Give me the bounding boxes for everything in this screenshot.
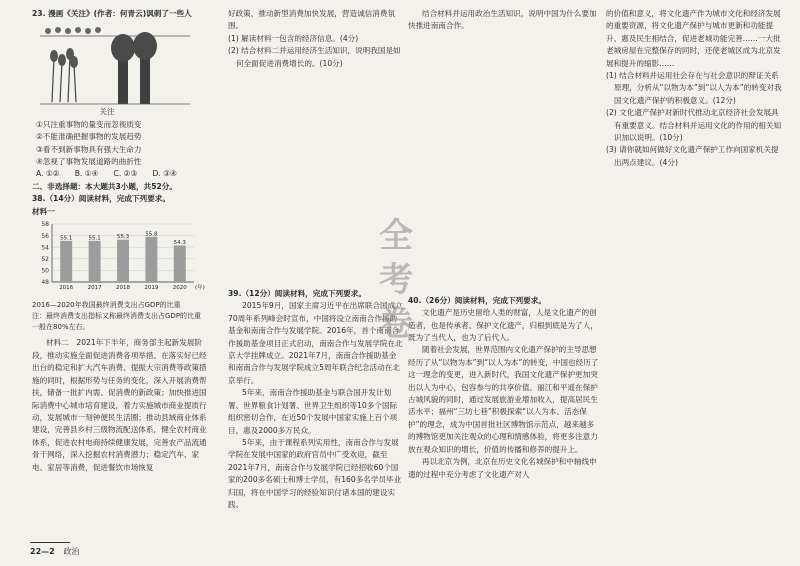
column-1 [32,8,208,474]
q40-sub-question: (1) 结合材料并运用社会存在与社会意识的辩证关系原理，分析从“以物为本”到“以人为本”的转变对我国文化遗产保护的积极意义。(12分) [606,71,782,105]
y-tick-label: 48 [41,279,49,287]
bar [174,246,186,283]
q40-paragraph: 文化遗产是历史留给人类的财富，人是文化遗产的创造者，也是传承者。保护文化遗产，归根到底是为了人，既为了当代人，也为了后代人。 [408,308,598,343]
q23-option: ②不能准确把握事物的发展趋势 [36,132,142,142]
page-footer [30,546,80,557]
watermark-stamp [376,214,416,364]
q40-paragraph: 再以北京为例，北京在历史文化名城保护和中轴线申遗的过程中充分考虑了文化遗产对人 [408,457,597,479]
column-3 [408,8,600,481]
chart-caption: 2016—2020年我国最终消费支出占GDP的比重 [32,301,181,310]
q40-paragraph: 随着社会发展，世界范围内文化遗产保护的主导思想经历了从“以物为本”到“以人为本”的转变，中国也经历了这一理念的变更，进入新时代，我国文化遗产保护更加突出以人为中心，包容参与的共享价值。丽江和平遥在保护古城风貌的同时，通过发展旅游业增加收入，提高居民生活水平；福州“三坊七巷”积极探索“以人为本、活态保护”的理念，成为中国首批社区博物馆示范点，越来越多的博物馆更加关注观众的心理和情感体验，将更多注意力放在观众知识的增长，价值的传播和修养的提升上。 [408,345,599,454]
q23-stem: 23. 漫画《关注》(作者：何青云)讽刺了一些人 [32,9,192,18]
q39-paragraph: 2015年9月，国家主席习近平在出席联合国成立70周年系列峰会时宣布，中国将设立南南合作援助基金和南南合作与发展学院。2016年，首个南南合作援助基金项目正式启动，南南合作与发展学院在北京大学挂牌成立。2021年7月，南南合作援助基金和南南合作与发展学院成立5周年联合纪念活动在北京举行。 [228,301,403,385]
text-line: 好政策，推动新型消费加快发展，营造诚信消费氛围。 [228,9,396,31]
x-tick-label: 2019 [144,285,159,292]
q23-option: ①只注重事物的量变而忽视质变 [36,119,142,129]
stamp-char: 全 [379,216,413,256]
data-label: 55.3 [116,234,130,241]
q23-choices: A. ①② B. ①④ C. ②③ D. ③④ [36,169,177,179]
x-tick-label: 2020 [172,285,187,292]
subject-label: 政治 [63,547,80,556]
bar [60,241,72,282]
chart-note: 注：最终消费支出指标又称最终消费支出占GDP的比重一般在80%左右。 [32,312,202,332]
q39-paragraph: 5年来，南南合作援助基金与联合国开发计划署、世界粮食计划署、世界卫生组织等10多个国际组织密切合作，在近50个发展中国家实施上百个项目，惠及2000多万民众。 [228,388,398,435]
data-label: 55.1 [88,235,101,242]
q38-stem: 38.（14分）阅读材料，完成下列要求。 [32,194,170,204]
text-line: 结合材料并运用政治生活知识，说明中国为什么要加快推进南南合作。 [408,9,597,31]
y-tick-label: 54 [41,244,49,252]
page-number: 22—2 [30,547,55,556]
x-tick-label: 2016 [59,285,74,292]
column-4 [606,8,786,169]
cartoon-caption: 关注 [99,107,115,117]
q23-option: ④忽视了事物发展道路的曲折性 [36,157,142,167]
stamp-char: 卷 [379,304,413,344]
q23-option: ③看不到新事物具有强大生命力 [36,144,142,154]
q38-sub-question: (2) 结合材料二并运用经济生活知识，说明我国是如何全面促进消费增长的。(10分) [228,46,401,68]
footer-rule [30,542,70,543]
bar [89,241,101,282]
q39-stem: 39.（12分）阅读材料，完成下列要求。 [228,289,366,299]
cartoon-illustration [40,22,190,106]
q40-sub-question: (2) 文化遗产保护对新时代推动北京经济社会发展具有重要意义。结合材料并运用文化的作用的相关知识加以说明。(10分) [606,108,782,143]
stamp-char: 考 [379,260,413,300]
y-tick-label: 58 [41,221,49,229]
q38-sub-question: (1) 解读材料一包含的经济信息。(4分) [228,33,359,43]
y-tick-label: 52 [41,256,49,264]
y-tick-label: 50 [41,267,49,275]
q39-paragraph: 5年来，由于课程系列实用性，南南合作与发展学院在发展中国家的政府官员中广受欢迎，截至2021年7月，南南合作与发展学院已经招收60个国家的200多名硕士和博士学员，有160多名学员毕业归国，将在中国学习的经验知识付诸本国的建设实践。 [228,437,402,509]
text-line: 的价值和意义，将文化遗产作为城市文化和经济发展的重要资源，将文化遗产保护与城市更新和功能提升、惠及民生相结合，促进老城功能完善……一大批老城房屋在完整保存的同时，还使老城区成为北京发展和提升的缩影…… [606,9,781,68]
bar-chart [32,218,208,296]
x-tick-label: 2017 [87,285,102,292]
bar [117,240,129,282]
section-2-heading: 二、非选择题：本大题共3小题，共52分。 [32,181,177,191]
chart-title: 材料一 [32,206,55,216]
q40-sub-question: (3) 请你就如何做好文化遗产保护工作向国家机关提出两点建议。(4分) [606,145,779,167]
data-label: 55.1 [60,235,73,242]
material-2: 材料二 2021年下半年，商务部主起新发展阶段，推动实施全面促进消费各项举措。在落实好已经出台的稳定和扩大汽车消费、提振大宗消费等政策措施的同时，根据形势与任务的变化，深入开展消费帮扶，储备一批扩内需、促消费的新政策；加快推进国际消费中心城市培育建设，着力实施城市商业提质行动，发展城市一刻钟便民生活圈；推动县域商业体系建设，完善县乡村三级物流配送体系，健全农村商业体系，促进农村电商持续健康发展，完善农产品流通骨干网络，深入挖掘农村消费潜力；稳定汽车、家电、家居等消费，促进餐饮市场恢复 [32,338,207,472]
data-label: 55.8 [145,231,158,238]
q40-stem: 40.（26分）阅读材料，完成下列要求。 [408,295,546,305]
y-tick-label: 56 [41,232,49,240]
bar [145,237,157,282]
data-label: 54.3 [173,240,186,247]
x-axis-unit: (年) [195,285,205,292]
x-tick-label: 2018 [116,285,130,292]
